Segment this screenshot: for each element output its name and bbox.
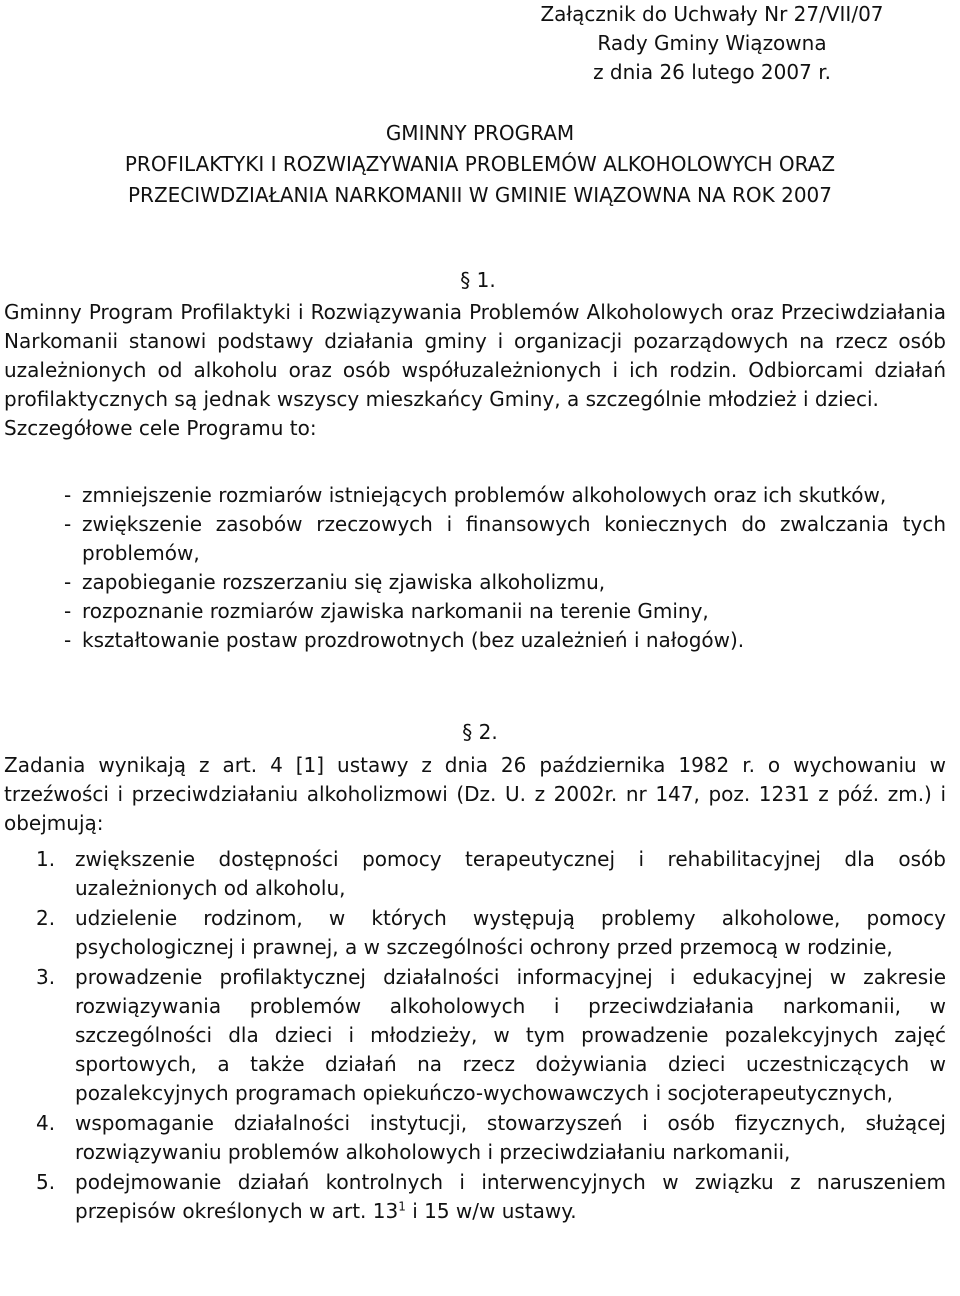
title-line-3: PRZECIWDZIAŁANIA NARKOMANII W GMINIE WIĄZOWNA NA ROK 2007 bbox=[127, 183, 832, 207]
list-item: 5. podejmowanie działań kontrolnych i interwencyjnych w związku z naruszeniem przepisów określonych w art. $13^1$ i 15 w/w ustawy. bbox=[36, 1170, 946, 1223]
list-item: - zwiększenie zasobów rzeczowych i finansowych koniecznych do zwalczania tych problemów, bbox=[64, 512, 946, 565]
dash-marker: - bbox=[64, 628, 72, 652]
section-2-paragraph: Zadania wynikają z art. 4 [1] ustawy z dnia 26 października 1982 r. o wychowaniu w trzeźwości i przeciwdziałaniu alkoholizmowi (Dz. U. z 2002r. nr 147, poz. 1231 z póź. zm.) i obejmują: bbox=[4, 753, 946, 835]
list-number: 1. bbox=[36, 847, 56, 871]
list-number: 2. bbox=[36, 906, 56, 930]
dash-marker: - bbox=[64, 599, 72, 623]
list-item: - kształtowanie postaw prozdrowotnych (bez uzależnień i nałogów). bbox=[4, 626, 946, 655]
list-item: - rozpoznanie rozmiarów zjawiska narkomanii na terenie Gminy, bbox=[4, 597, 946, 626]
superscript: 1 bbox=[398, 1199, 406, 1214]
dash-marker: - bbox=[64, 570, 72, 594]
list-item: - zmniejszenie rozmiarów istniejących problemów alkoholowych oraz ich skutków, bbox=[4, 481, 946, 510]
annex-line-1: Załącznik do Uchwały Nr 27/VII/07 bbox=[540, 2, 884, 26]
dash-marker: - bbox=[64, 512, 72, 536]
title-line-1: GMINNY PROGRAM bbox=[385, 121, 575, 145]
list-item: 4. wspomaganie działalności instytucji, stowarzyszeń i osób fizycznych, służącej rozwiązywaniu problemów alkoholowych i przeciwdziałaniu narkomanii, bbox=[36, 1111, 946, 1164]
list-item: 1. zwiększenie dostępności pomocy terapeutycznej i rehabilitacyjnej dla osób uzależnionych od alkoholu, bbox=[36, 847, 946, 900]
section-1-body bbox=[4, 298, 946, 443]
annex-line-3: z dnia 26 lutego 2007 r. bbox=[593, 60, 831, 84]
annex-line-2: Rady Gminy Wiązowna bbox=[597, 31, 827, 55]
goals-list bbox=[4, 481, 946, 655]
list-item: 2. udzielenie rodzinom, w których występują problemy alkoholowe, pomocy psychologicznej i prawnej, a w szczególności ochrony przed przemocą w rodzinie, bbox=[36, 906, 946, 959]
list-item: 3. prowadzenie profilaktycznej działalności informacyjnej i edukacyjnej w zakresie rozwiązywania problemów alkoholowych i przeciwdziałania narkomanii, w szczególności dla dzieci i młodzieży, w tym prowadzenie pozalekcyjnych zajęć sportowych, a także działań na rzecz dożywiania dzieci uczestniczących w pozalekcyjnych programach opiekuńczo-wychowawczych i socjoterapeutycznych, bbox=[36, 965, 946, 1105]
annex-header bbox=[492, 0, 932, 87]
tasks-list bbox=[4, 845, 946, 1227]
list-number: 5. bbox=[36, 1170, 56, 1194]
section-1-paragraph: Gminny Program Profilaktyki i Rozwiązywania Problemów Alkoholowych oraz Przeciwdziałania Narkomanii stanowi podstawy działania gminy i organizacji pozarządowych na rzecz osób uzależnionych od alkoholu oraz osób współuzależnionych i ich rodzin. Odbiorcami działań profilaktycznych są jednak wszyscy mieszkańcy Gminy, a szczególnie młodzież i dzieci. bbox=[4, 300, 946, 411]
document-title bbox=[40, 118, 920, 211]
goals-intro: Szczegółowe cele Programu to: bbox=[4, 416, 317, 440]
section-2-heading: § 2. bbox=[462, 720, 498, 744]
title-line-2: PROFILAKTYKI I ROZWIĄZYWANIA PROBLEMÓW ALKOHOLOWYCH ORAZ bbox=[124, 152, 836, 176]
section-1-heading: § 1. bbox=[460, 268, 496, 292]
list-item: - zapobieganie rozszerzaniu się zjawiska alkoholizmu, bbox=[4, 568, 946, 597]
dash-marker: - bbox=[64, 483, 72, 507]
list-number: 3. bbox=[36, 965, 56, 989]
list-number: 4. bbox=[36, 1111, 56, 1135]
